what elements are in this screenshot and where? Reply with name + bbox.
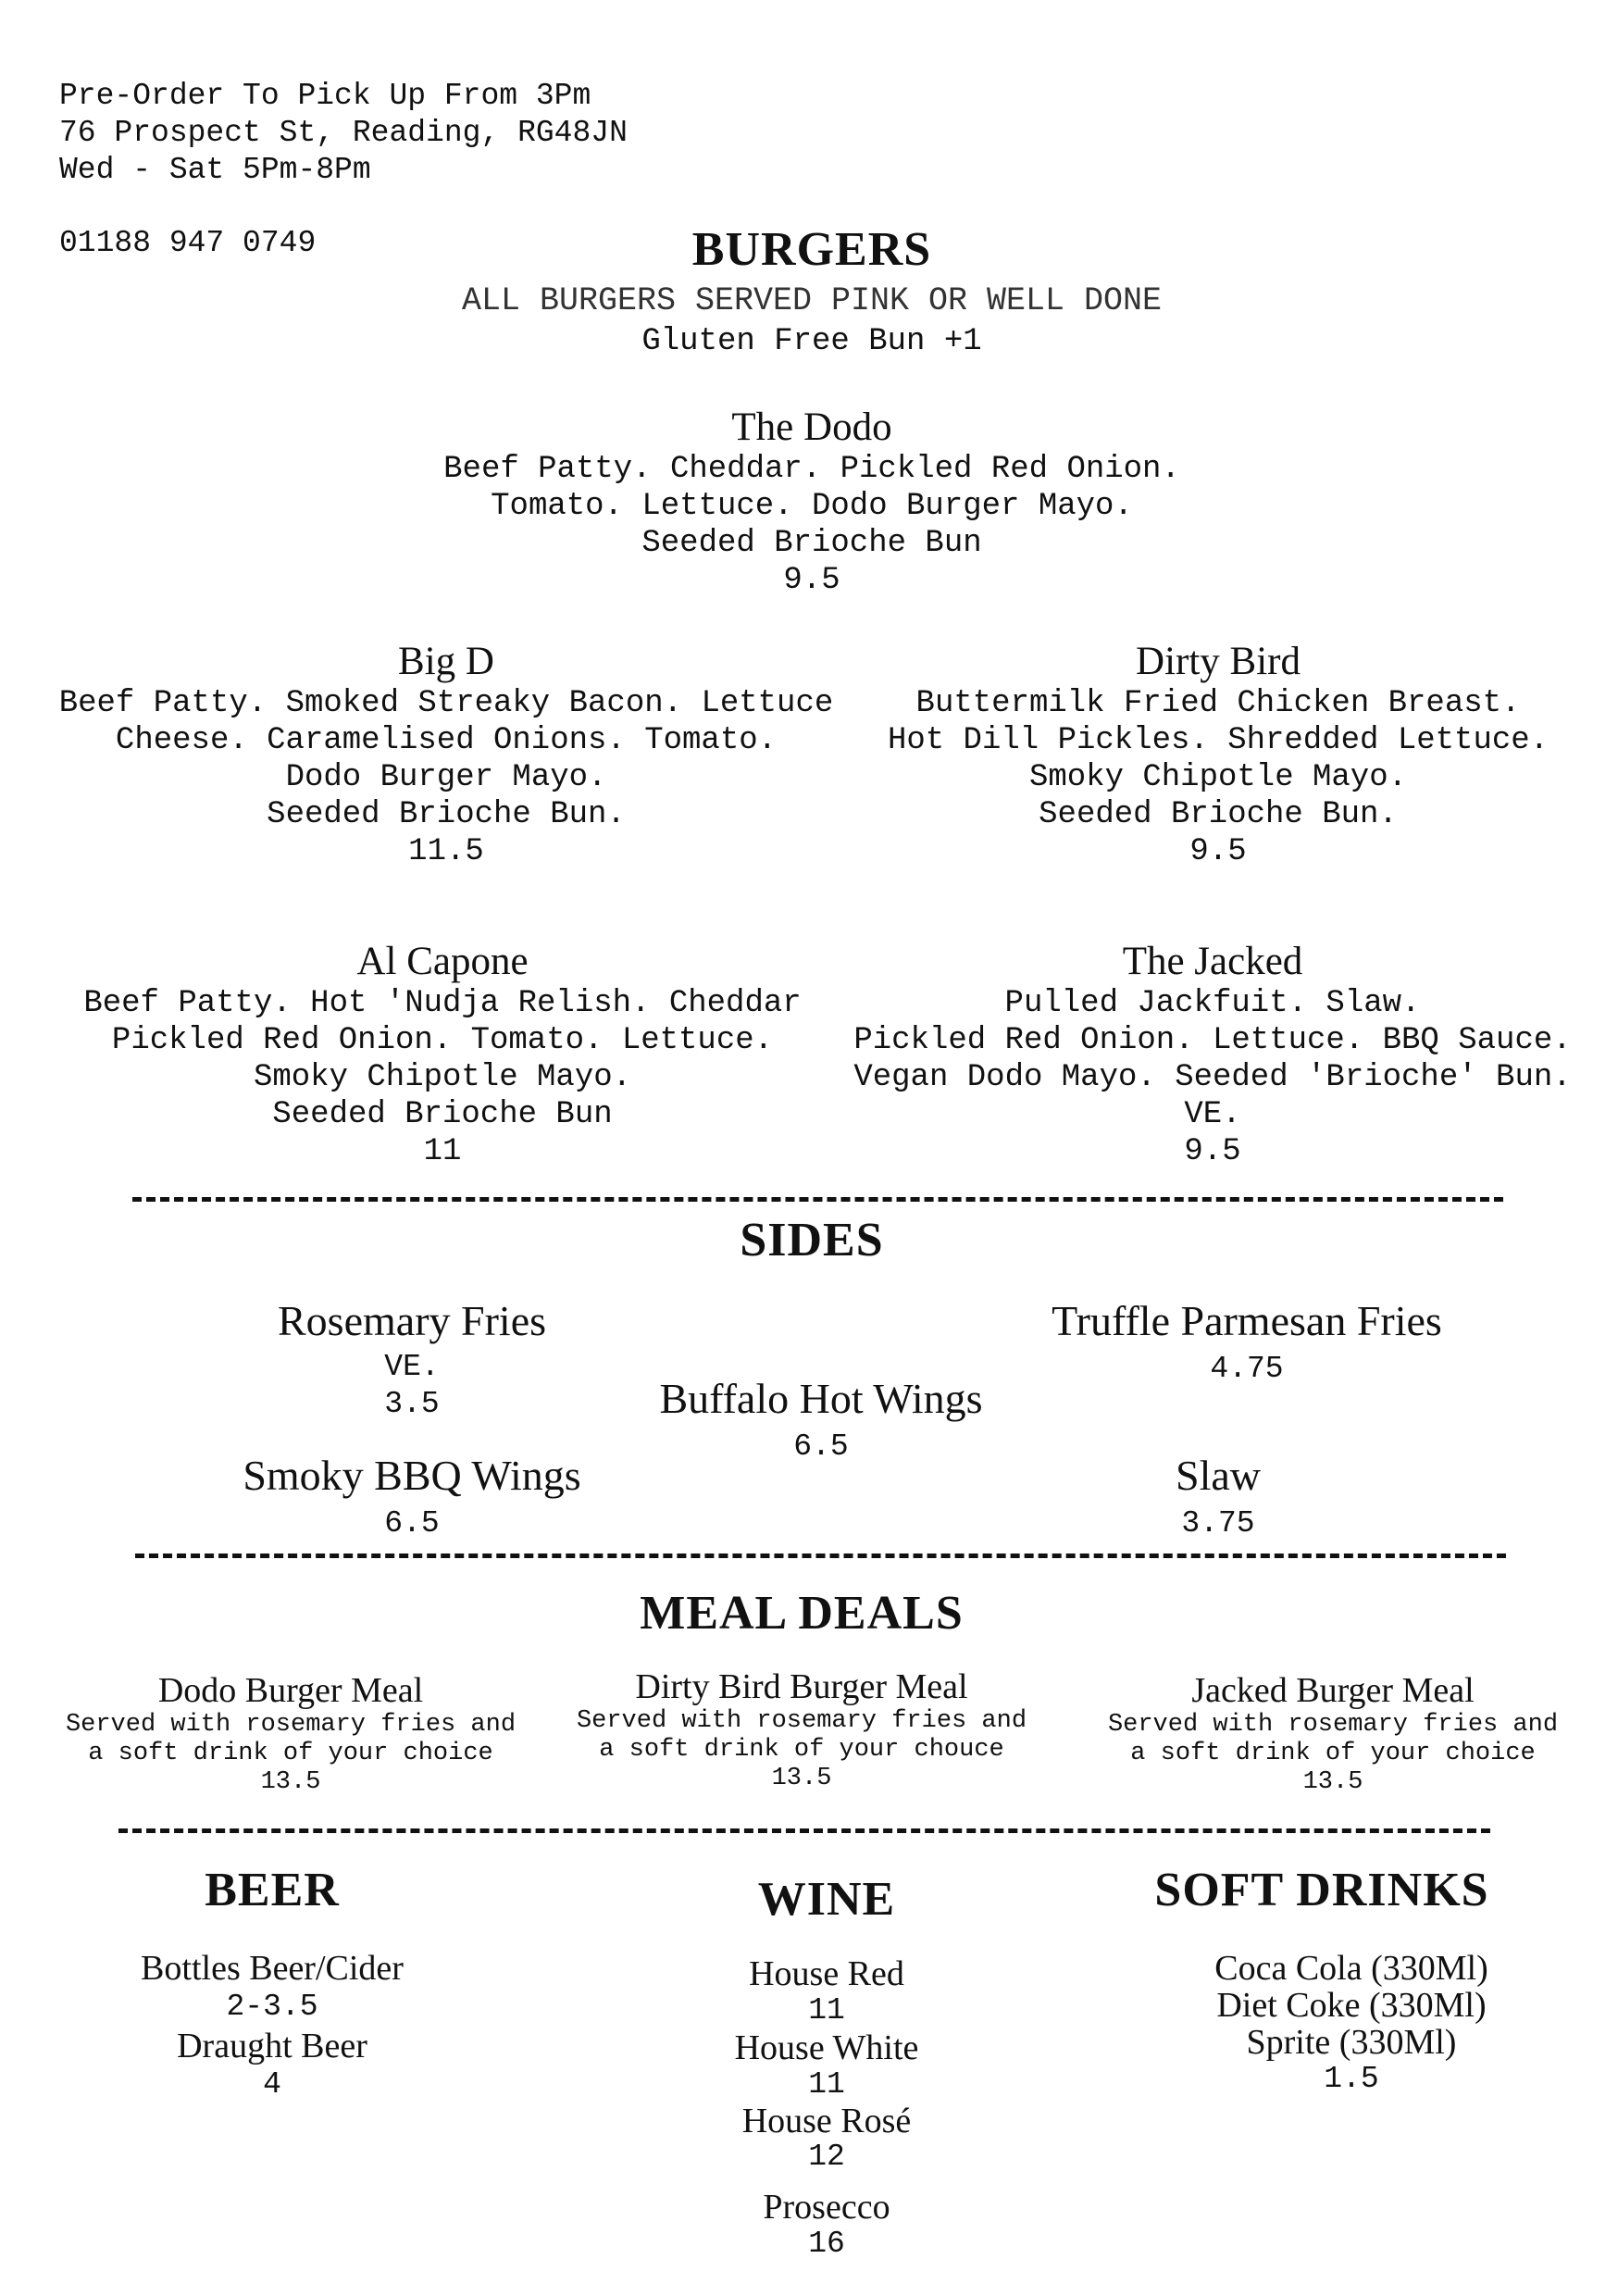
side-name: Rosemary Fries <box>277 1297 547 1344</box>
phone-number: 01188 947 0749 <box>59 226 317 260</box>
beer-heading: BEER <box>205 1864 340 1916</box>
drink-name: Bottles Beer/Cider <box>141 1949 404 1988</box>
item-desc: Beef Patty. Hot 'Nudja Relish. Cheddar <box>83 986 802 1021</box>
meal-price: 13.5 <box>260 1768 321 1796</box>
item-tag: VE. <box>1184 1097 1241 1132</box>
meal-deal-dirty-bird <box>577 1666 1027 1793</box>
meal-price: 13.5 <box>1302 1768 1363 1796</box>
menu-item-the-dodo <box>443 405 1180 599</box>
meal-deal-dodo <box>66 1670 516 1797</box>
wine-list <box>735 1955 919 2263</box>
item-price: 9.5 <box>783 563 840 598</box>
opening-hours: Wed - Sat 5Pm-8Pm <box>59 153 371 187</box>
meal-desc: a soft drink of your choice <box>88 1740 493 1767</box>
side-name: Slaw <box>1176 1452 1261 1499</box>
gluten-free-note: Gluten Free Bun +1 <box>641 324 982 359</box>
drink-name: Diet Coke (330Ml) <box>1216 1986 1487 2025</box>
item-desc: Beef Patty. Smoked Streaky Bacon. Lettuce <box>58 686 834 721</box>
item-desc: Tomato. Lettuce. Dodo Burger Mayo. <box>491 489 1133 524</box>
item-desc: Beef Patty. Cheddar. Pickled Red Onion. <box>443 452 1180 487</box>
item-desc: Smoky Chipotle Mayo. <box>253 1060 632 1095</box>
item-name: The Jacked <box>1122 940 1303 983</box>
item-desc: Hot Dill Pickles. Shredded Lettuce. <box>887 723 1550 758</box>
item-name: Al Capone <box>356 940 529 983</box>
drink-name: Sprite (330Ml) <box>1246 2023 1457 2062</box>
drink-name: House Rosé <box>741 2102 912 2140</box>
side-tag: VE. <box>384 1350 440 1384</box>
menu-item-big-d <box>59 639 834 870</box>
side-name: Truffle Parmesan Fries <box>1052 1297 1442 1344</box>
item-price: 9.5 <box>1184 1134 1241 1169</box>
meal-desc: a soft drink of your chouce <box>599 1736 1004 1764</box>
side-price: 3.75 <box>1181 1506 1255 1541</box>
meal-name: Dodo Burger Meal <box>157 1671 424 1710</box>
side-name: Smoky BBQ Wings <box>243 1452 581 1499</box>
section-divider <box>118 1828 1490 1833</box>
drink-price: 11 <box>808 2067 845 2102</box>
item-desc: Buttermilk Fried Chicken Breast. <box>915 686 1521 721</box>
item-price: 11 <box>423 1134 462 1169</box>
item-desc: Pickled Red Onion. Lettuce. BBQ Sauce. <box>853 1023 1572 1058</box>
item-desc: Seeded Brioche Bun <box>272 1097 613 1132</box>
preorder-note: Pre-Order To Pick Up From 3Pm <box>59 79 591 113</box>
drink-price: 11 <box>808 1993 845 2028</box>
meal-desc: Served with rosemary fries and <box>1107 1711 1559 1739</box>
menu-item-dirty-bird <box>888 639 1549 870</box>
meal-name: Dirty Bird Burger Meal <box>635 1667 968 1706</box>
meal-deal-jacked <box>1108 1670 1558 1797</box>
item-name: Dirty Bird <box>1136 640 1301 683</box>
drink-name: Coca Cola (330Ml) <box>1214 1949 1488 1988</box>
drink-price: 2-3.5 <box>226 1990 318 2024</box>
section-divider <box>132 1197 1503 1202</box>
burgers-note: ALL BURGERS SERVED PINK OR WELL DONE <box>461 282 1163 319</box>
address: 76 Prospect St, Reading, RG48JN <box>59 116 628 150</box>
side-price: 4.75 <box>1210 1352 1284 1386</box>
item-desc: Pulled Jackfuit. Slaw. <box>1004 986 1421 1021</box>
drink-price: 12 <box>808 2140 845 2174</box>
menu-item-al-capone <box>83 939 801 1170</box>
meal-deals-heading: MEAL DEALS <box>640 1587 964 1640</box>
item-name: The Dodo <box>731 406 892 449</box>
item-name: Big D <box>398 640 494 683</box>
item-desc: Seeded Brioche Bun <box>641 526 982 561</box>
meal-desc: Served with rosemary fries and <box>65 1711 517 1739</box>
item-desc: Dodo Burger Mayo. <box>285 760 607 795</box>
item-desc: Seeded Brioche Bun. <box>1039 797 1398 832</box>
soft-drinks-list <box>1214 1950 1488 2098</box>
drink-price: 16 <box>808 2227 845 2261</box>
drink-name: Draught Beer <box>177 2027 367 2065</box>
wine-heading: WINE <box>757 1873 896 1926</box>
meal-name: Jacked Burger Meal <box>1191 1671 1475 1710</box>
item-desc: Pickled Red Onion. Tomato. Lettuce. <box>111 1023 774 1058</box>
item-desc: Cheese. Caramelised Onions. Tomato. <box>115 723 778 758</box>
soft-drinks-heading: SOFT DRINKS <box>1154 1864 1489 1916</box>
side-price: 6.5 <box>384 1506 440 1541</box>
item-desc: Seeded Brioche Bun. <box>267 797 626 832</box>
pickup-info <box>59 78 628 189</box>
drink-price: 1.5 <box>1324 2062 1379 2096</box>
sides-heading: SIDES <box>740 1214 884 1267</box>
side-price: 3.5 <box>384 1387 440 1421</box>
beer-list <box>141 1949 404 2104</box>
drink-name: Prosecco <box>763 2188 890 2227</box>
drink-name: House Red <box>749 1954 904 1993</box>
drink-name: House White <box>734 2028 919 2067</box>
item-desc: Vegan Dodo Mayo. Seeded 'Brioche' Bun. <box>853 1060 1572 1095</box>
meal-desc: Served with rosemary fries and <box>576 1707 1027 1735</box>
meal-price: 13.5 <box>771 1765 832 1792</box>
meal-desc: a soft drink of your choice <box>1130 1740 1536 1767</box>
side-price: 6.5 <box>793 1429 849 1464</box>
item-price: 11.5 <box>408 834 484 869</box>
drink-price: 4 <box>263 2067 281 2102</box>
burgers-heading: BURGERS <box>691 223 932 276</box>
item-desc: Smoky Chipotle Mayo. <box>1028 760 1408 795</box>
item-price: 9.5 <box>1189 834 1247 869</box>
side-name: Buffalo Hot Wings <box>659 1375 983 1422</box>
section-divider <box>135 1554 1506 1558</box>
menu-item-the-jacked <box>853 939 1571 1170</box>
